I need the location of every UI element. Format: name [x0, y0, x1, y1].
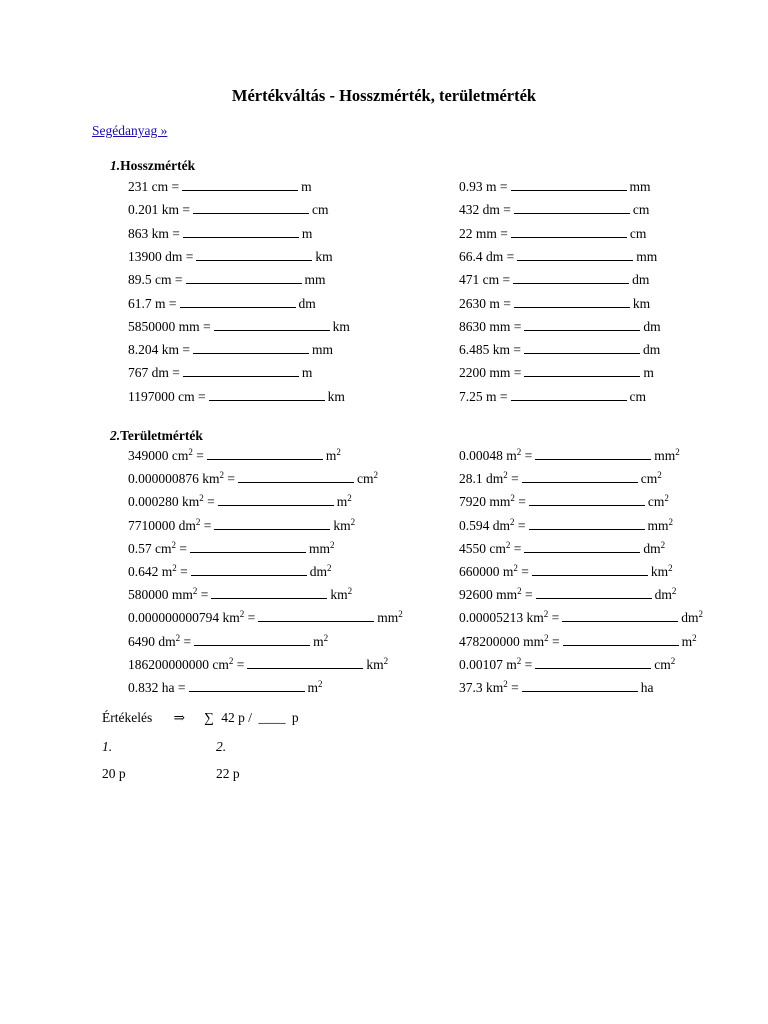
exercise-value: 432 dm	[459, 202, 500, 218]
exercise-value: 660000 m	[459, 564, 514, 579]
squared-mark: 2	[510, 493, 515, 504]
answer-blank[interactable]	[180, 296, 296, 308]
equals-sign: =	[514, 517, 526, 533]
section-heading-length	[110, 158, 195, 174]
equals-sign: =	[499, 272, 511, 288]
equals-sign: =	[517, 564, 529, 579]
exercise-row	[459, 634, 697, 650]
target-unit: m	[681, 633, 693, 649]
target-unit: mm	[636, 248, 658, 264]
answer-blank[interactable]	[535, 448, 651, 460]
exercise-row	[128, 389, 345, 405]
equals-sign: =	[496, 225, 508, 241]
target-unit: dm	[309, 564, 328, 579]
squared-mark: 2	[195, 516, 201, 527]
equals-sign: =	[168, 179, 180, 194]
exercise-row	[128, 494, 352, 510]
squared-mark: 2	[327, 563, 332, 573]
exercise-value: 0.000000876 km	[128, 471, 220, 487]
equals-sign: =	[521, 587, 533, 603]
target-unit: km	[366, 656, 384, 672]
exercise-value: 61.7 m	[128, 295, 166, 311]
exercise-row	[128, 634, 328, 650]
exercise-value: 2200 mm	[459, 365, 511, 381]
target-unit: m	[307, 680, 319, 695]
helper-link[interactable]: Segédanyag »	[92, 123, 168, 138]
exercise-value: 0.00048 m	[459, 448, 517, 463]
equals-sign: =	[499, 295, 511, 311]
equals-sign: =	[507, 471, 519, 487]
squared-mark: 2	[330, 539, 335, 550]
sum-icon: ∑	[204, 710, 214, 725]
exercise-value: 863 km	[128, 225, 169, 241]
answer-blank[interactable]	[186, 272, 302, 284]
target-unit: km	[650, 564, 669, 579]
evaluation-total: 42 p /	[221, 710, 253, 725]
exercise-value: 0.594 dm	[459, 517, 511, 533]
exercise-row	[128, 657, 388, 673]
squared-mark: 2	[503, 470, 508, 481]
evaluation-line	[102, 710, 299, 726]
answer-blank[interactable]	[211, 587, 327, 599]
exercise-value: 0.000280 km	[128, 494, 200, 510]
answer-blank[interactable]	[524, 342, 640, 354]
exercise-value: 580000 mm	[128, 587, 193, 603]
target-unit: m	[313, 633, 324, 649]
squared-mark: 2	[318, 679, 323, 689]
answer-blank[interactable]	[524, 319, 640, 331]
exercise-row	[459, 272, 649, 288]
squared-mark: 2	[172, 563, 177, 573]
target-unit: m	[325, 448, 337, 463]
answer-blank[interactable]	[562, 610, 678, 622]
answer-blank[interactable]	[189, 680, 305, 692]
score-number-2: 2.	[216, 739, 227, 754]
answer-blank[interactable]	[214, 319, 330, 331]
answer-blank[interactable]	[194, 634, 310, 646]
exercise-row	[128, 202, 329, 218]
answer-blank[interactable]	[207, 448, 323, 460]
exercise-value: 1197000 cm	[128, 388, 195, 404]
answer-blank[interactable]	[183, 365, 299, 377]
section-number: 1.	[110, 158, 121, 173]
exercise-row	[459, 541, 665, 557]
equals-sign: =	[233, 656, 245, 672]
target-unit: m	[301, 225, 313, 241]
score-points-1: 20 p	[102, 766, 126, 781]
target-unit: mm	[647, 517, 669, 533]
section-title: Területmérték	[120, 428, 203, 443]
squared-mark: 2	[175, 632, 181, 643]
answer-blank[interactable]	[522, 471, 638, 483]
equals-sign: =	[200, 517, 212, 533]
exercise-row	[459, 494, 669, 510]
squared-mark: 2	[675, 447, 680, 457]
squared-mark: 2	[350, 516, 356, 527]
exercise-value: 7.25 m	[459, 388, 497, 404]
target-unit: m	[301, 179, 312, 194]
equals-sign: =	[168, 225, 180, 241]
exercise-row	[459, 657, 675, 673]
answer-blank[interactable]	[196, 249, 312, 261]
exercise-value: 5850000 mm	[128, 318, 200, 334]
exercise-value: 28.1 dm	[459, 471, 504, 487]
exercise-row	[459, 365, 654, 381]
exercise-row	[128, 249, 333, 265]
exercise-row	[128, 272, 326, 288]
answer-blank[interactable]	[511, 226, 627, 238]
answer-blank[interactable]	[532, 564, 648, 576]
exercise-row	[128, 587, 352, 603]
section-title: Hosszmérték	[120, 158, 196, 173]
squared-mark: 2	[188, 447, 193, 457]
target-unit: mm	[304, 272, 326, 288]
squared-mark: 2	[513, 563, 518, 573]
equals-sign: =	[496, 179, 508, 194]
squared-mark: 2	[664, 493, 669, 504]
answer-blank[interactable]	[214, 518, 330, 530]
target-unit: dm	[681, 610, 699, 626]
target-unit: m	[643, 365, 654, 381]
exercise-row	[459, 471, 662, 487]
equals-sign: =	[174, 680, 186, 695]
exercise-row	[459, 342, 660, 358]
target-unit: dm	[298, 295, 316, 311]
target-unit: m	[301, 365, 313, 381]
target-unit: cm	[647, 494, 665, 510]
target-unit: km	[330, 587, 348, 603]
exercise-row	[459, 448, 680, 464]
answer-blank[interactable]	[535, 657, 651, 669]
equals-sign: =	[179, 202, 191, 218]
equals-sign: =	[224, 471, 236, 487]
target-unit: mm	[377, 610, 399, 626]
squared-mark: 2	[171, 539, 176, 550]
target-unit: cm	[312, 202, 329, 218]
target-unit: km	[632, 295, 651, 311]
answer-blank[interactable]	[536, 587, 652, 599]
target-unit: cm	[629, 225, 647, 241]
target-unit: km	[333, 517, 351, 533]
equals-sign: =	[510, 540, 522, 556]
target-unit: cm	[357, 471, 374, 487]
answer-blank[interactable]	[191, 564, 307, 576]
target-unit: dm	[654, 587, 672, 603]
exercise-row	[128, 319, 350, 335]
answer-blank[interactable]	[193, 202, 309, 214]
target-unit: dm	[643, 318, 661, 334]
exercise-value: 0.93 m	[459, 179, 497, 194]
answer-blank[interactable]	[183, 226, 299, 238]
score-points-2: 22 p	[216, 766, 240, 781]
exercise-row	[459, 587, 676, 603]
exercise-value: 2630 m	[459, 295, 500, 311]
squared-mark: 2	[670, 655, 676, 666]
equals-sign: =	[514, 494, 526, 510]
equals-sign: =	[244, 610, 256, 626]
exercise-value: 6.485 km	[459, 342, 511, 358]
exercise-row	[459, 179, 651, 195]
answer-blank[interactable]	[218, 494, 334, 506]
target-unit: m	[336, 494, 348, 510]
target-unit: mm	[654, 448, 676, 463]
target-unit: mm	[629, 179, 651, 194]
target-unit: mm	[312, 342, 334, 358]
target-unit: cm	[640, 471, 658, 487]
squared-mark: 2	[383, 655, 389, 666]
exercise-row	[128, 179, 312, 195]
equals-sign: =	[507, 680, 519, 695]
exercise-value: 66.4 dm	[459, 248, 504, 264]
answer-blank[interactable]	[522, 680, 638, 692]
exercise-row	[128, 226, 312, 242]
exercise-value: 8.204 km	[128, 342, 180, 358]
target-unit: dm	[643, 342, 661, 358]
squared-mark: 2	[323, 632, 329, 643]
squared-mark: 2	[505, 539, 511, 550]
equals-sign: =	[176, 540, 187, 556]
answer-blank[interactable]	[511, 179, 627, 191]
squared-mark: 2	[503, 679, 508, 689]
equals-sign: =	[179, 342, 191, 358]
exercise-value: 0.201 km	[128, 202, 180, 218]
equals-sign: =	[180, 633, 192, 649]
exercise-row	[128, 610, 403, 626]
exercise-row	[128, 448, 341, 464]
exercise-value: 89.5 cm	[128, 272, 172, 288]
exercise-row	[459, 564, 673, 580]
exercise-value: 349000 cm	[128, 448, 189, 463]
exercise-row	[459, 319, 661, 335]
squared-mark: 2	[544, 632, 549, 643]
answer-blank[interactable]	[514, 202, 630, 214]
equals-sign: =	[197, 587, 209, 603]
squared-mark: 2	[516, 655, 522, 666]
equals-sign: =	[510, 365, 522, 381]
exercise-value: 37.3 km	[459, 680, 504, 695]
squared-mark: 2	[510, 516, 515, 527]
target-unit: mm	[309, 540, 331, 556]
evaluation-blank[interactable]: ____	[258, 710, 286, 725]
exercise-value: 767 dm	[128, 365, 169, 381]
target-unit: cm	[654, 656, 671, 672]
equals-sign: =	[548, 633, 560, 649]
equals-sign: =	[176, 564, 188, 579]
exercise-value: 0.00005213 km	[459, 610, 544, 626]
exercise-value: 4550 cm	[459, 540, 506, 556]
target-unit: cm	[629, 388, 647, 404]
exercise-value: 7710000 dm	[128, 517, 196, 533]
answer-blank[interactable]	[529, 518, 645, 530]
squared-mark: 2	[516, 447, 522, 457]
exercise-value: 471 cm	[459, 272, 500, 288]
answer-blank[interactable]	[190, 541, 306, 553]
answer-blank[interactable]	[511, 389, 627, 401]
equals-sign: =	[199, 318, 211, 334]
squared-mark: 2	[398, 609, 403, 620]
exercise-row	[128, 342, 333, 358]
equals-sign: =	[499, 202, 511, 218]
squared-mark: 2	[373, 470, 379, 481]
squared-mark: 2	[543, 609, 549, 620]
equals-sign: =	[171, 272, 183, 288]
exercise-value: 22 mm	[459, 225, 497, 241]
exercise-value: 6490 dm	[128, 633, 176, 649]
exercise-row	[128, 680, 323, 696]
equals-sign: =	[496, 388, 508, 404]
answer-blank[interactable]	[514, 296, 630, 308]
exercise-value: 0.000000000794 km	[128, 610, 240, 626]
answer-blank[interactable]	[524, 541, 640, 553]
squared-mark: 2	[692, 632, 697, 643]
exercise-value: 478200000 mm	[459, 633, 545, 649]
squared-mark: 2	[660, 539, 666, 550]
equals-sign: =	[203, 494, 215, 510]
squared-mark: 2	[517, 586, 522, 597]
squared-mark: 2	[657, 470, 662, 481]
equals-sign: =	[548, 610, 560, 626]
equals-sign: =	[521, 448, 533, 463]
squared-mark: 2	[347, 493, 352, 504]
squared-mark: 2	[219, 470, 225, 481]
section-number: 2.	[110, 428, 121, 443]
target-unit: km	[327, 388, 345, 404]
exercise-row	[459, 389, 646, 405]
squared-mark: 2	[671, 586, 677, 597]
equals-sign: =	[510, 342, 522, 358]
exercise-row	[459, 296, 650, 312]
answer-blank[interactable]	[258, 610, 374, 622]
score-number-1: 1.	[102, 739, 113, 754]
answer-blank[interactable]	[209, 389, 325, 401]
exercise-row	[459, 249, 657, 265]
target-unit: cm	[632, 202, 650, 218]
exercise-row	[128, 471, 378, 487]
evaluation-label: Értékelés	[102, 710, 153, 725]
exercise-value: 0.57 cm	[128, 540, 172, 556]
answer-blank[interactable]	[513, 272, 629, 284]
squared-mark: 2	[199, 493, 204, 504]
equals-sign: =	[521, 656, 533, 672]
exercise-value: 0.832 ha	[128, 680, 175, 695]
equals-sign: =	[182, 248, 194, 264]
exercise-value: 231 cm	[128, 179, 169, 194]
squared-mark: 2	[698, 609, 704, 620]
equals-sign: =	[510, 318, 522, 334]
equals-sign: =	[192, 448, 204, 463]
squared-mark: 2	[336, 447, 341, 457]
exercise-row	[128, 518, 355, 534]
exercise-value: 92600 mm	[459, 587, 518, 603]
exercise-value: 0.642 m	[128, 564, 173, 579]
squared-mark: 2	[192, 586, 198, 597]
answer-blank[interactable]	[529, 494, 645, 506]
target-unit: km	[315, 248, 333, 264]
exercise-row	[459, 680, 654, 696]
exercise-row	[459, 610, 703, 626]
answer-blank[interactable]	[182, 179, 298, 191]
answer-blank[interactable]	[247, 657, 363, 669]
exercise-row	[128, 541, 335, 557]
squared-mark: 2	[668, 563, 673, 573]
exercise-row	[459, 518, 673, 534]
target-unit: ha	[640, 680, 654, 695]
equals-sign: =	[165, 295, 177, 311]
section-heading-area	[110, 428, 203, 444]
target-unit: km	[332, 318, 350, 334]
squared-mark: 2	[347, 586, 353, 597]
target-unit: dm	[643, 540, 661, 556]
equals-sign: =	[503, 248, 515, 264]
answer-blank[interactable]	[517, 249, 633, 261]
squared-mark: 2	[228, 655, 234, 666]
equals-sign: =	[168, 365, 180, 381]
arrow-icon: ⇒	[173, 710, 185, 725]
target-unit: dm	[632, 272, 650, 288]
exercise-row	[459, 202, 649, 218]
squared-mark: 2	[239, 609, 245, 620]
exercise-row	[128, 296, 316, 312]
squared-mark: 2	[668, 516, 674, 527]
exercise-row	[459, 226, 646, 242]
answer-blank[interactable]	[524, 365, 640, 377]
answer-blank[interactable]	[193, 342, 309, 354]
exercise-value: 7920 mm	[459, 494, 511, 510]
exercise-value: 8630 mm	[459, 318, 511, 334]
evaluation-unit: p	[291, 710, 299, 725]
equals-sign: =	[194, 388, 206, 404]
exercise-value: 0.00107 m	[459, 656, 517, 672]
page-title: Mértékváltás - Hosszmérték, területmérték	[231, 86, 537, 105]
exercise-row	[128, 564, 332, 580]
answer-blank[interactable]	[563, 634, 679, 646]
exercise-value: 186200000000 cm	[128, 656, 229, 672]
exercise-value: 13900 dm	[128, 248, 183, 264]
answer-blank[interactable]	[238, 471, 354, 483]
exercise-row	[128, 365, 312, 381]
